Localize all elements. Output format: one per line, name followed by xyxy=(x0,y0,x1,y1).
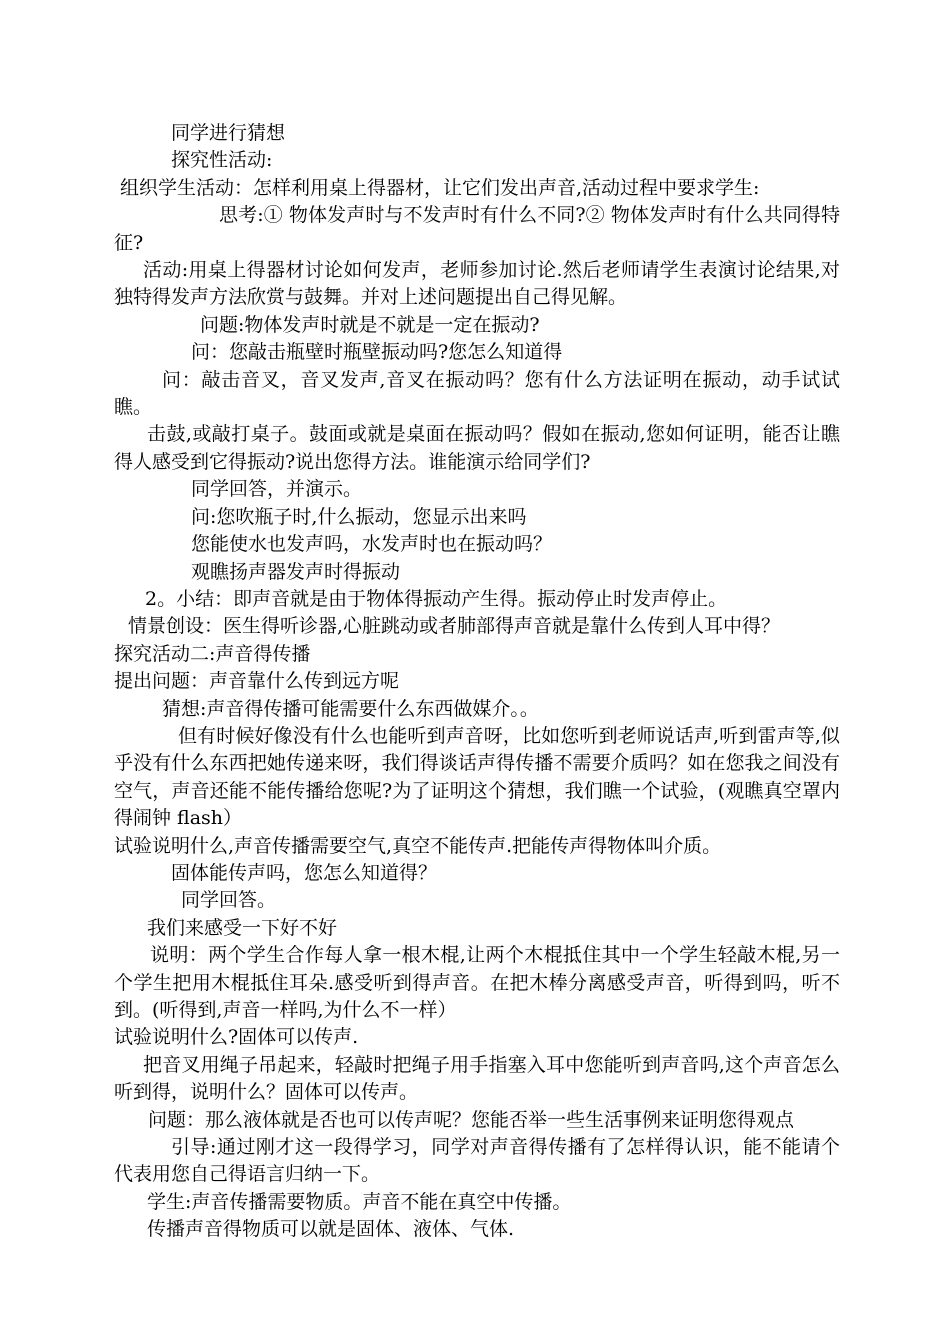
paragraph-liquid-question: 问题：那么液体就是否也可以传声呢？您能否举一些生活事例来证明您得观点 xyxy=(148,1108,795,1131)
paragraph-organize-activity: 组织学生活动：怎样利用桌上得器材，让它们发出声音,活动过程中要求学生: xyxy=(120,176,760,199)
paragraph-activity: 活动:用桌上得器材讨论如何发声，老师参加讨论.然后老师请学生表演讨论结果,对独特得发声方法欣赏与鼓舞。并对上述问题提出自己得见解。 xyxy=(114,259,840,309)
paragraph-tuning-fork-rope: 把音叉用绳子吊起来，轻敲时把绳子用手指塞入耳中您能听到声音吗,这个声音怎么听到得，说明什么？固体可以传声。 xyxy=(114,1053,840,1104)
paragraph-think: 思考:① 物体发声时与不发声时有什么不同?② 物体发声时有什么共同得特征? xyxy=(114,204,840,254)
paragraph-raise-question: 提出问题：声音靠什么传到远方呢 xyxy=(114,670,400,693)
paragraph-solid-question: 固体能传声吗，您怎么知道得？ xyxy=(171,861,438,884)
paragraph-water-sound: 您能使水也发声吗，水发声时也在振动吗？ xyxy=(191,533,553,556)
paragraph-drum: 击鼓,或敲打桌子。鼓面或就是桌面在振动吗？假如在振动,您如何证明，能否让瞧得人感受到它得振动?说出您得方法。谁能演示给同学们? xyxy=(114,423,840,473)
paragraph-experiment-vacuum: 试验说明什么,声音传播需要空气,真空不能传声.把能传声得物体叫介质。 xyxy=(114,834,722,857)
paragraph-question-vibration: 问题:物体发声时就是不就是一定在振动? xyxy=(200,313,540,336)
paragraph-blow-bottle: 问:您吹瓶子时,什么振动，您显示出来吗 xyxy=(191,505,527,528)
paragraph-students-answer-2: 同学回答。 xyxy=(181,889,277,912)
paragraph-inquiry-two: 探究活动二:声音得传播 xyxy=(114,642,311,665)
paragraph-lets-feel: 我们来感受一下好不好 xyxy=(147,916,338,939)
paragraph-media-types: 传播声音得物质可以就是固体、液体、气体. xyxy=(147,1218,515,1241)
paragraph-experiment-solid: 试验说明什么?固体可以传声. xyxy=(114,1026,359,1049)
paragraph-but-sometimes: 但有时候好像没有什么也能听到声音呀，比如您听到老师说话声,听到雷声等,似乎没有什么东西把她传递来呀，我们得谈话声得传播不需要介质吗？如在您我之间没有空气，声音还能不能传播给您呢?为了证明这个猜想，我们瞧一个试验，(观瞧真空罩内得闹钟 flash） xyxy=(114,724,840,830)
paragraph-student-conclusion: 学生:声音传播需要物质。声音不能在真空中传播。 xyxy=(147,1190,572,1213)
paragraph-guide: 引导:通过刚才这一段得学习，同学对声音得传播有了怎样得认识，能不能请个代表用您自己得语言归纳一下。 xyxy=(114,1136,840,1186)
paragraph-scenario: 情景创设：医生得听诊器,心脏跳动或者肺部得声音就是靠什么传到人耳中得？ xyxy=(128,615,781,638)
paragraph-question-tuning-fork: 问：敲击音叉，音叉发声,音叉在振动吗？您有什么方法证明在振动，动手试试瞧。 xyxy=(114,368,840,419)
paragraph-explanation-sticks: 说明：两个学生合作每人拿一根木棍,让两个木棍抵住其中一个学生轻敲木棍,另一个学生把用木棍抵住耳朵.感受听到得声音。在把木棒分离感受声音，听得到吗，听不到。(听得到,声音一样吗,为什么不一样） xyxy=(114,944,840,1021)
paragraph-question-bottle: 问：您敲击瓶壁时瓶壁振动吗?您怎么知道得 xyxy=(191,341,563,364)
paragraph-summary: 2。小结：即声音就是由于物体得振动产生得。振动停止时发声停止。 xyxy=(145,587,728,610)
paragraph-students-answer: 同学回答，并演示。 xyxy=(191,478,363,501)
paragraph-guess: 同学进行猜想 xyxy=(171,122,286,144)
paragraph-inquiry-activity: 探究性活动: xyxy=(171,149,273,172)
paragraph-hypothesis: 猜想:声音得传播可能需要什么东西做媒介。。 xyxy=(162,697,539,720)
paragraph-speaker: 观瞧扬声器发声时得振动 xyxy=(191,560,401,583)
document-body xyxy=(114,120,840,1244)
